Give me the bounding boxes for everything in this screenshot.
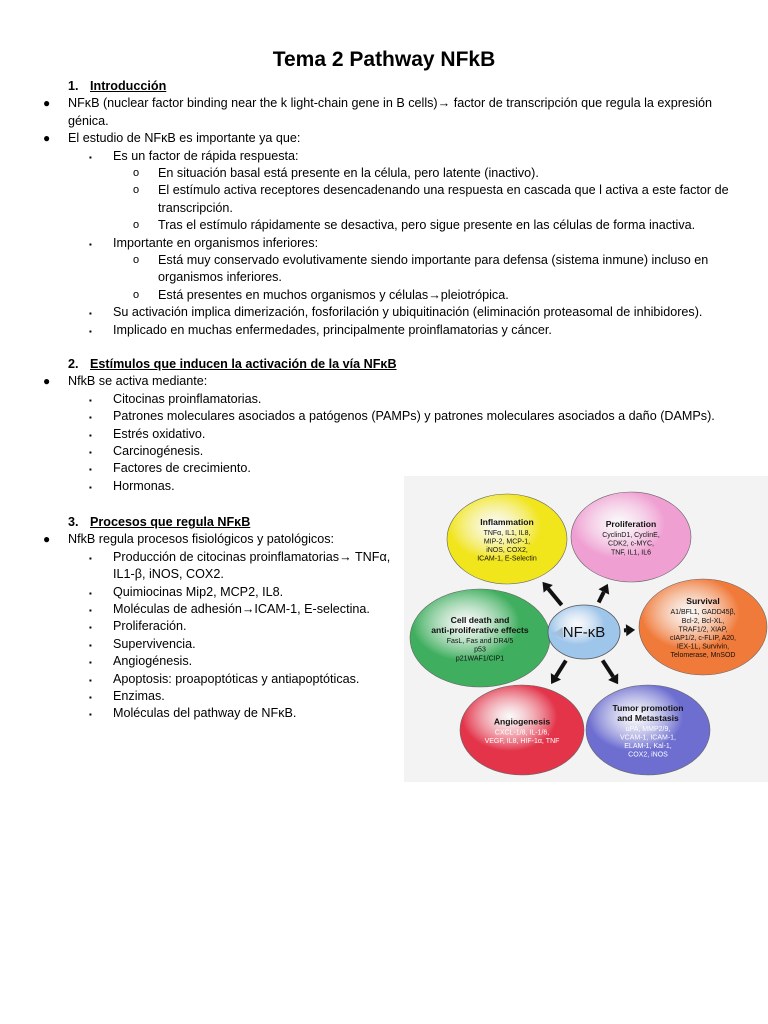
center-label: NF-κB [562, 624, 606, 641]
node-body-line: A1/BFL1, GADD45β, [670, 609, 736, 617]
node-title: Survival [686, 596, 720, 607]
list-item-text: Moléculas de adhesión→ICAM-1, E-selectina. [113, 602, 370, 616]
nfkb-diagram [404, 476, 768, 782]
section-heading: Estímulos que inducen la activación de la vía NFκB [90, 357, 397, 371]
list-item-text: Carcinogénesis. [113, 444, 204, 458]
node-body-line: IEX-1L, Survivin, [676, 643, 730, 651]
list-item-text: Quimiocinas Mip2, MCP2, IL8. [113, 584, 284, 599]
bullet-marker-level-3: o [133, 219, 140, 232]
node-tumor [586, 685, 710, 775]
list-item-text: El estudio de NFκB es importante ya que: [68, 131, 301, 146]
node-body-line: uPA, MMP2/9, [625, 725, 671, 733]
list-item-text: Tras el estímulo rápidamente se desactiva, pero sigue presente en las células de forma inactiva. [158, 218, 696, 233]
node-body-line: p53 [474, 646, 486, 654]
node-body-line: CXCL-1/8, IL-1/6, [494, 729, 550, 737]
node-body-line: ELAM-1, Kal-1, [624, 743, 672, 750]
arrow-shaft [603, 660, 614, 676]
list-item-text: NfkB regula procesos fisiológicos y patológicos: [68, 532, 334, 547]
page-title: Tema 2 Pathway NFkB [272, 48, 496, 71]
arrow-head [626, 624, 635, 636]
bullet-marker-level-2: ▪ [89, 448, 92, 457]
node-inflammation [447, 494, 567, 584]
list-item-text: Factores de crecimiento. [113, 461, 251, 476]
node-body-line: ICAM-1, E-Selectin [477, 555, 537, 563]
list-item-text: Estrés oxidativo. [113, 426, 206, 441]
list-item-text: Es un factor de rápida respuesta: [113, 148, 299, 163]
bullet-marker-level-2: ▪ [89, 693, 92, 702]
arrow-shaft [556, 661, 566, 677]
node-body-line: FasL, Fas and DR4/5 [446, 638, 514, 646]
list-item-text: transcripción. [158, 200, 233, 215]
section-number: 1. [68, 79, 79, 93]
bullet-marker-level-1: ● [43, 131, 51, 146]
list-item-text: organismos inferiores. [158, 270, 282, 285]
list-item-text: Importante en organismos inferiores: [113, 235, 319, 250]
bullet-marker-level-3: o [133, 167, 140, 179]
bullet-marker-level-3: o [133, 254, 140, 266]
list-item-text: Su activación implica dimerización, fosforilación y ubiquitinación (eliminación proteasomal de inhibidores). [113, 305, 703, 320]
node-body-line: TNFα, IL1, IL8, [483, 529, 531, 537]
list-item-text: Implicado en muchas enfermedades, principalmente proinflamatorias y cáncer. [113, 322, 552, 337]
bullet-marker-level-2: ▪ [89, 482, 92, 492]
section-number: 3. [68, 515, 79, 529]
node-body-line: Telomerase, MnSOD [670, 652, 736, 660]
bullet-marker-level-2: ▪ [89, 710, 92, 720]
list-item-text: Está presentes en muchos organismos y células→pleiotrópica. [158, 287, 509, 302]
node-body-line: COX2, iNOS [628, 751, 668, 759]
bullet-marker-level-1: ● [43, 532, 51, 547]
bullet-marker-level-2: ▪ [89, 152, 92, 162]
node-title: Tumor promotion [612, 702, 684, 713]
section-heading: Procesos que regula NFκB [90, 515, 251, 529]
list-item-text: IL1-β, iNOS, COX2. [113, 567, 224, 582]
node-title: Inflammation [480, 516, 534, 527]
bullet-marker-level-3: o [133, 184, 140, 197]
list-item-text: Citocinas proinflamatorias. [113, 391, 262, 406]
bullet-marker-level-2: ▪ [89, 309, 92, 319]
list-item-text: génica. [68, 113, 109, 128]
list-item-text: Proliferación. [113, 619, 187, 634]
node-angiogenesis [460, 685, 584, 775]
bullet-marker-level-2: ▪ [89, 326, 92, 336]
list-item-text: Producción de citocinas proinflamatorias→ TNFα, [113, 549, 391, 564]
bullet-marker-level-2: ▪ [89, 588, 92, 598]
node-body-line: p21WAF1/CIP1 [455, 655, 505, 663]
list-item-text: El estímulo activa receptores desencadenando una respuesta en cascada que l activa a este factor de [158, 183, 729, 198]
bullet-marker-level-2: ▪ [89, 395, 92, 405]
node-body-line: VEGF, IL8, HIF-1α, TNF [484, 738, 560, 745]
bullet-marker-level-2: ▪ [89, 623, 92, 633]
list-item-text: Hormonas. [113, 478, 175, 493]
list-item-text: Supervivencia. [113, 636, 196, 651]
bullet-marker-level-1: ● [43, 374, 51, 389]
bullet-marker-level-2: ▪ [89, 675, 92, 685]
node-body-line: MIP-2, MCP-1, [483, 538, 531, 546]
node-center [548, 605, 620, 659]
node-body-line: CDK2, c-MYC, [608, 540, 654, 548]
node-survival [639, 579, 767, 675]
node-title: and Metastasis [617, 712, 679, 723]
arrow-shaft [599, 592, 604, 602]
node-body-line: TNF, IL1, IL6 [610, 549, 652, 557]
node-body-line: TRAF1/2, XIAP, [678, 626, 728, 634]
bullet-marker-level-2: ▪ [89, 640, 92, 650]
node-celldeath [410, 589, 550, 687]
list-item-text: NFκB (nuclear factor binding near the k light-chain gene in B cells)→ factor de transcripción que regula la expresión [68, 96, 713, 111]
node-body-line: iNOS, COX2, [486, 547, 528, 554]
list-item-text: Enzimas. [113, 689, 165, 703]
bullet-marker-level-2: ▪ [89, 553, 92, 563]
bullet-marker-level-3: o [133, 288, 140, 301]
bullet-marker-level-2: ▪ [89, 239, 92, 249]
node-title: Cell death and [450, 615, 510, 626]
list-item-text: NfkB se activa mediante: [68, 374, 208, 389]
section-heading: Introducción [90, 79, 167, 93]
arrow-shaft [548, 589, 561, 605]
bullet-marker-level-2: ▪ [89, 430, 92, 440]
list-item-text: Está muy conservado evolutivamente siendo importante para defensa (sistema inmune) incluso en [158, 253, 709, 267]
nfkb-figure [404, 476, 768, 782]
list-item-text: Apoptosis: proapoptóticas y antiapoptóticas. [113, 671, 360, 686]
bullet-marker-level-2: ▪ [89, 606, 92, 615]
node-body-line: cIAP1/2, c-FLIP, A20, [669, 635, 737, 642]
bullet-marker-level-2: ▪ [89, 658, 92, 668]
bullet-marker-level-2: ▪ [89, 413, 92, 423]
node-proliferation [571, 492, 691, 582]
list-item-text: Moléculas del pathway de NFκB. [113, 706, 297, 721]
list-item-text: Angiogénesis. [113, 654, 193, 669]
list-item-text: Patrones moleculares asociados a patógenos (PAMPs) y patrones moleculares asociados a daño (DAMPs). [113, 409, 715, 424]
node-body-line: VCAM-1, ICAM-1, [619, 734, 677, 742]
node-title: anti-proliferative effects [431, 625, 529, 636]
bullet-marker-level-1: ● [43, 96, 51, 111]
node-title: Proliferation [605, 519, 657, 530]
node-title: Angiogenesis [493, 716, 551, 727]
node-body-line: CyclinD1, CyclinE, [602, 532, 660, 540]
node-body-line: Bcl-2, Bcl-XL, [681, 617, 725, 625]
section-number: 2. [68, 357, 79, 371]
bullet-marker-level-2: ▪ [89, 465, 92, 475]
list-item-text: En situación basal está presente en la célula, pero latente (inactivo). [158, 166, 539, 180]
